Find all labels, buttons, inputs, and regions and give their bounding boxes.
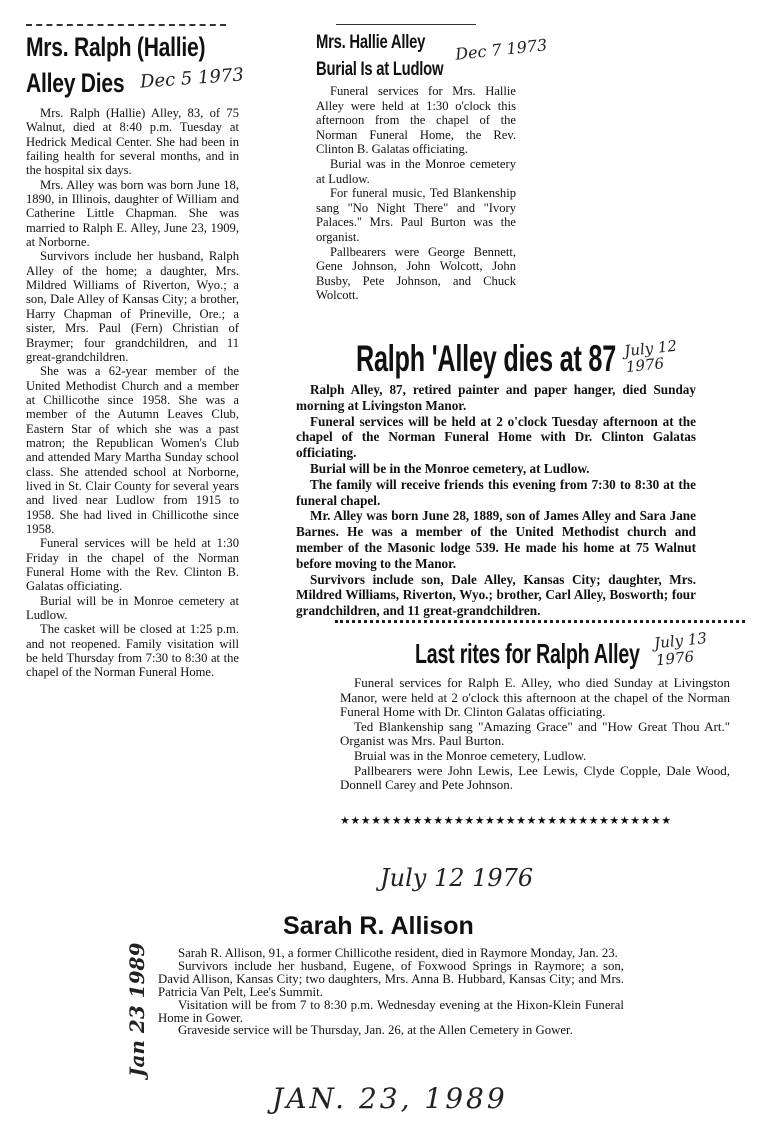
headline: Last rites for Ralph Alley bbox=[415, 638, 640, 669]
paragraph: Burial was in the Monroe cemetery at Ludlow. bbox=[316, 156, 516, 186]
paragraph: Mrs. Ralph (Hallie) Alley, 83, of 75 Walnut, died at 8:40 p.m. Tuesday at Hedrick Medical Center. She had been in failing health for several months, and in the hospital six days. bbox=[26, 106, 239, 178]
paragraph: Funeral services will be held at 1:30 Friday in the chapel of the Norman Funeral Home with the Rev. Clinton B. Galatas officiating. bbox=[26, 536, 239, 594]
paragraph: Funeral services for Ralph E. Alley, who died Sunday at Livingston Manor, were held at 2 o'clock this afternoon at the chapel of the Norman Funeral Home with Dr. Clinton Galatas officiating. bbox=[340, 675, 730, 720]
paragraph: The casket will be closed at 1:25 p.m. and not reopened. Family visitation will be held Thursday from 7:30 to 8:30 at the chapel of the Norman Funeral Home. bbox=[26, 622, 239, 680]
handwritten-date: Dec 7 1973 bbox=[454, 35, 549, 64]
article-body bbox=[296, 382, 696, 619]
headline: Mrs. Hallie Alley bbox=[316, 32, 426, 53]
headline: Mrs. Ralph (Hallie) bbox=[26, 32, 206, 62]
headline: Burial Is at Ludlow bbox=[316, 59, 444, 80]
paragraph: Mrs. Alley was born was born June 18, 1890, in Illinois, daughter of William and Catherine Little Chapman. She was married to Ralph E. Alley, June 23, 1909, at Norborne. bbox=[26, 177, 239, 250]
handwritten-date: JAN. 23, 1989 bbox=[272, 1082, 508, 1115]
paragraph: Ralph Alley, 87, retired painter and paper hanger, died Sunday morning at Livingston Manor. bbox=[296, 382, 696, 413]
paragraph: Burial will be in the Monroe cemetery, at Ludlow. bbox=[310, 460, 590, 476]
divider bbox=[26, 24, 226, 26]
handwritten-date: Dec 5 1973 bbox=[139, 64, 245, 93]
paragraph: Funeral services will be held at 2 o'clock Tuesday afternoon at the chapel of the Norman Funeral Home with Dr. Clinton Galatas officiating. bbox=[296, 413, 696, 461]
paragraph: Burial will be in Monroe cemetery at Ludlow. bbox=[26, 593, 239, 623]
paragraph: Survivors include her husband, Eugene, of Foxwood Springs in Raymore; a son, David Allison, Kansas City; two daughters, Mrs. Anna B. Hubbard, Kansas City; and Mrs. Patricia Van Pelt, Lee's Summit. bbox=[158, 958, 624, 999]
paragraph: Survivors include son, Dale Alley, Kansas City; daughter, Mrs. Mildred Williams, Riverton, Wyo.; brother, Carl Alley, Bosworth; four grandchildren, and 11 great-grandchildren. bbox=[296, 571, 696, 619]
paragraph: Survivors include her husband, Ralph Alley of the home; a daughter, Mrs. Mildred Williams of Riverton, Wyo.; a son, Dale Alley of Kansas City; a brother, Harry Chapman of Prineville, Ore.; a sister, Mrs. Paul (Fern) Christian of Braymer; four grandchildren, and 11 great-grandchildren. bbox=[26, 249, 239, 364]
paragraph: Sarah R. Allison, 91, a former Chillicothe resident, died in Raymore Monday, Jan. 23. bbox=[178, 946, 618, 960]
paragraph: Ted Blankenship sang "Amazing Grace" and "How Great Thou Art." Organist was Mrs. Paul Burton. bbox=[340, 718, 730, 749]
article-body bbox=[316, 84, 516, 303]
divider bbox=[336, 24, 476, 25]
paragraph: Visitation will be from 7 to 8:30 p.m. Wednesday evening at the Hixon-Klein Funeral Home in Gower. bbox=[158, 997, 624, 1025]
paragraph: Pallbearers were George Bennett, Gene Johnson, John Wolcott, John Busby, Pete Johnson, and Chuck Wolcott. bbox=[316, 244, 516, 303]
headline: Ralph 'Alley dies at 87 bbox=[356, 338, 616, 379]
article-body bbox=[26, 106, 239, 680]
paragraph: Mr. Alley was born June 28, 1889, son of James Alley and Sara Jane Barnes. He was a member of the United Methodist church and member of the Masonic lodge 539. He made his home at 75 Walnut before moving to the Manor. bbox=[296, 508, 696, 571]
paragraph: The family will receive friends this evening from 7:30 to 8:30 at the funeral chapel. bbox=[296, 476, 696, 508]
handwritten-note: July 12 1976 bbox=[380, 864, 534, 892]
paragraph: For funeral music, Ted Blankenship sang "No Night There" and "Ivory Palaces." Mrs. Paul Burton was the organist. bbox=[316, 186, 516, 244]
star-divider: ★★★★★★★★★★★★★★★★★★★★★★★★★★★★★★★★ bbox=[340, 815, 672, 827]
paragraph: Funeral services for Mrs. Hallie Alley were held at 1:30 o'clock this afternoon from the chapel of the Norman Funeral Home, the Rev. Clinton B. Galatas officiating. bbox=[316, 84, 516, 157]
side-handwritten-date: Jan 23 1989 bbox=[125, 942, 149, 1077]
paragraph: She was a 62-year member of the United Methodist Church and a member at Chillicothe since 1958. She was a member of the Autumn Leaves Club, Eastern Star of which she was a past matron; the Republican Women's Club and attended Mary Martha Sunday school class. She attended school at Norborne, lived in St. Clair County for several years and lived near Ludlow from 1915 to 1958. She had lived in Chillicothe since 1958. bbox=[26, 364, 239, 536]
wavy-divider bbox=[335, 620, 745, 623]
article-body bbox=[158, 947, 624, 1037]
paragraph: Graveside service will be Thursday, Jan. 26, at the Allen Cemetery in Gower. bbox=[178, 1023, 573, 1038]
paragraph: Bruial was in the Monroe cemetery, Ludlow. bbox=[354, 747, 587, 763]
article-body bbox=[340, 676, 730, 793]
handwritten-date: July 13 1976 bbox=[653, 628, 708, 670]
handwritten-date: July 12 1976 bbox=[623, 336, 678, 377]
headline: Sarah R. Allison bbox=[283, 912, 474, 940]
paragraph: Pallbearers were John Lewis, Lee Lewis, Clyde Copple, Dale Wood, Donnell Carey and Pete Johnson. bbox=[340, 762, 730, 793]
headline: Alley Dies bbox=[26, 68, 125, 98]
